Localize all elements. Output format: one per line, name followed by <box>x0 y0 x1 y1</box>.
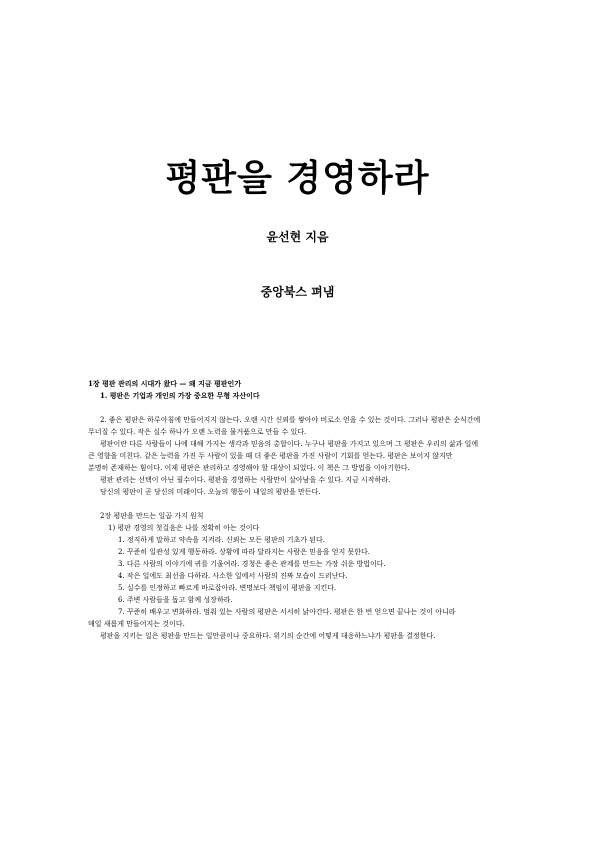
list-item: 7. 꾸준히 배우고 변화하라. 멈춰 있는 사람의 평판은 서서히 낡아간다. 평판은 한 번 얻으면 끝나는 것이 아니라 <box>118 608 456 616</box>
document-title: 평판을 경영하라 <box>165 158 430 199</box>
chapter-heading: 1장 평판 관리의 시대가 왔다 — 왜 지금 평판인가 <box>88 379 242 388</box>
section-heading: 1. 평판은 기업과 개인의 가장 중요한 무형 자산이다 <box>100 391 260 400</box>
list-item: 5. 실수를 인정하고 빠르게 바로잡아라. 변명보다 책임이 평판을 지킨다. <box>118 584 337 592</box>
list-item: 6. 주변 사람들을 돕고 함께 성장하라. <box>118 596 233 604</box>
section-heading: 1) 평판 경영의 첫걸음은 나를 정확히 아는 것이다 <box>108 524 260 532</box>
paragraph-line: 무너질 수 있다. 작은 실수 하나가 오랜 노력을 물거품으로 만들 수 있다. <box>88 428 307 436</box>
paragraph-line: 평판을 지키는 일은 평판을 만드는 일만큼이나 중요하다. 위기의 순간에 어떻게 대응하느냐가 평판을 결정한다. <box>100 632 436 640</box>
chapter-heading: 2장 평판을 만드는 일곱 가지 원칙 <box>100 512 204 520</box>
paragraph-line: 평판 관리는 선택이 아닌 필수이다. 평판을 경영하는 사람만이 살아남을 수 있다. 지금 시작하라. <box>100 476 391 484</box>
paragraph-line: 2. 좋은 평판은 하루아침에 만들어지지 않는다. 오랜 시간 신뢰를 쌓아야 비로소 얻을 수 있는 것이다. 그러나 평판은 순식간에 <box>100 416 481 424</box>
body-text <box>88 378 508 642</box>
publisher-line: 중앙북스 펴냄 <box>260 285 335 299</box>
list-item: 2. 꾸준히 일관성 있게 행동하라. 상황에 따라 달라지는 사람은 믿음을 얻지 못한다. <box>118 548 370 556</box>
author-line: 윤선현 지음 <box>266 230 329 244</box>
paragraph-line: 평판이란 다른 사람들이 나에 대해 가지는 생각과 믿음의 총합이다. 누구나 평판을 가지고 있으며 그 평판은 우리의 삶과 일에 <box>100 440 479 448</box>
paragraph-line: 분명히 존재하는 힘이다. 이제 평판은 관리하고 경영해야 할 대상이 되었다. 이 책은 그 방법을 이야기한다. <box>88 464 410 472</box>
list-item: 1. 정직하게 말하고 약속을 지켜라. 신뢰는 모든 평판의 기초가 된다. <box>118 536 325 544</box>
list-item: 4. 작은 일에도 최선을 다하라. 사소한 일에서 사람의 진짜 모습이 드러난다. <box>118 572 348 580</box>
list-item: 3. 다른 사람의 이야기에 귀를 기울여라. 경청은 좋은 관계를 만드는 가장 쉬운 방법이다. <box>118 560 386 568</box>
paragraph-line: 매일 새롭게 만들어지는 것이다. <box>88 620 185 628</box>
paragraph-line: 큰 영향을 미친다. 같은 능력을 가진 두 사람이 있을 때 더 좋은 평판을 가진 사람이 기회를 얻는다. 평판은 보이지 않지만 <box>88 452 453 460</box>
paragraph-line: 당신의 평판이 곧 당신의 미래이다. 오늘의 행동이 내일의 평판을 만든다. <box>100 488 321 496</box>
